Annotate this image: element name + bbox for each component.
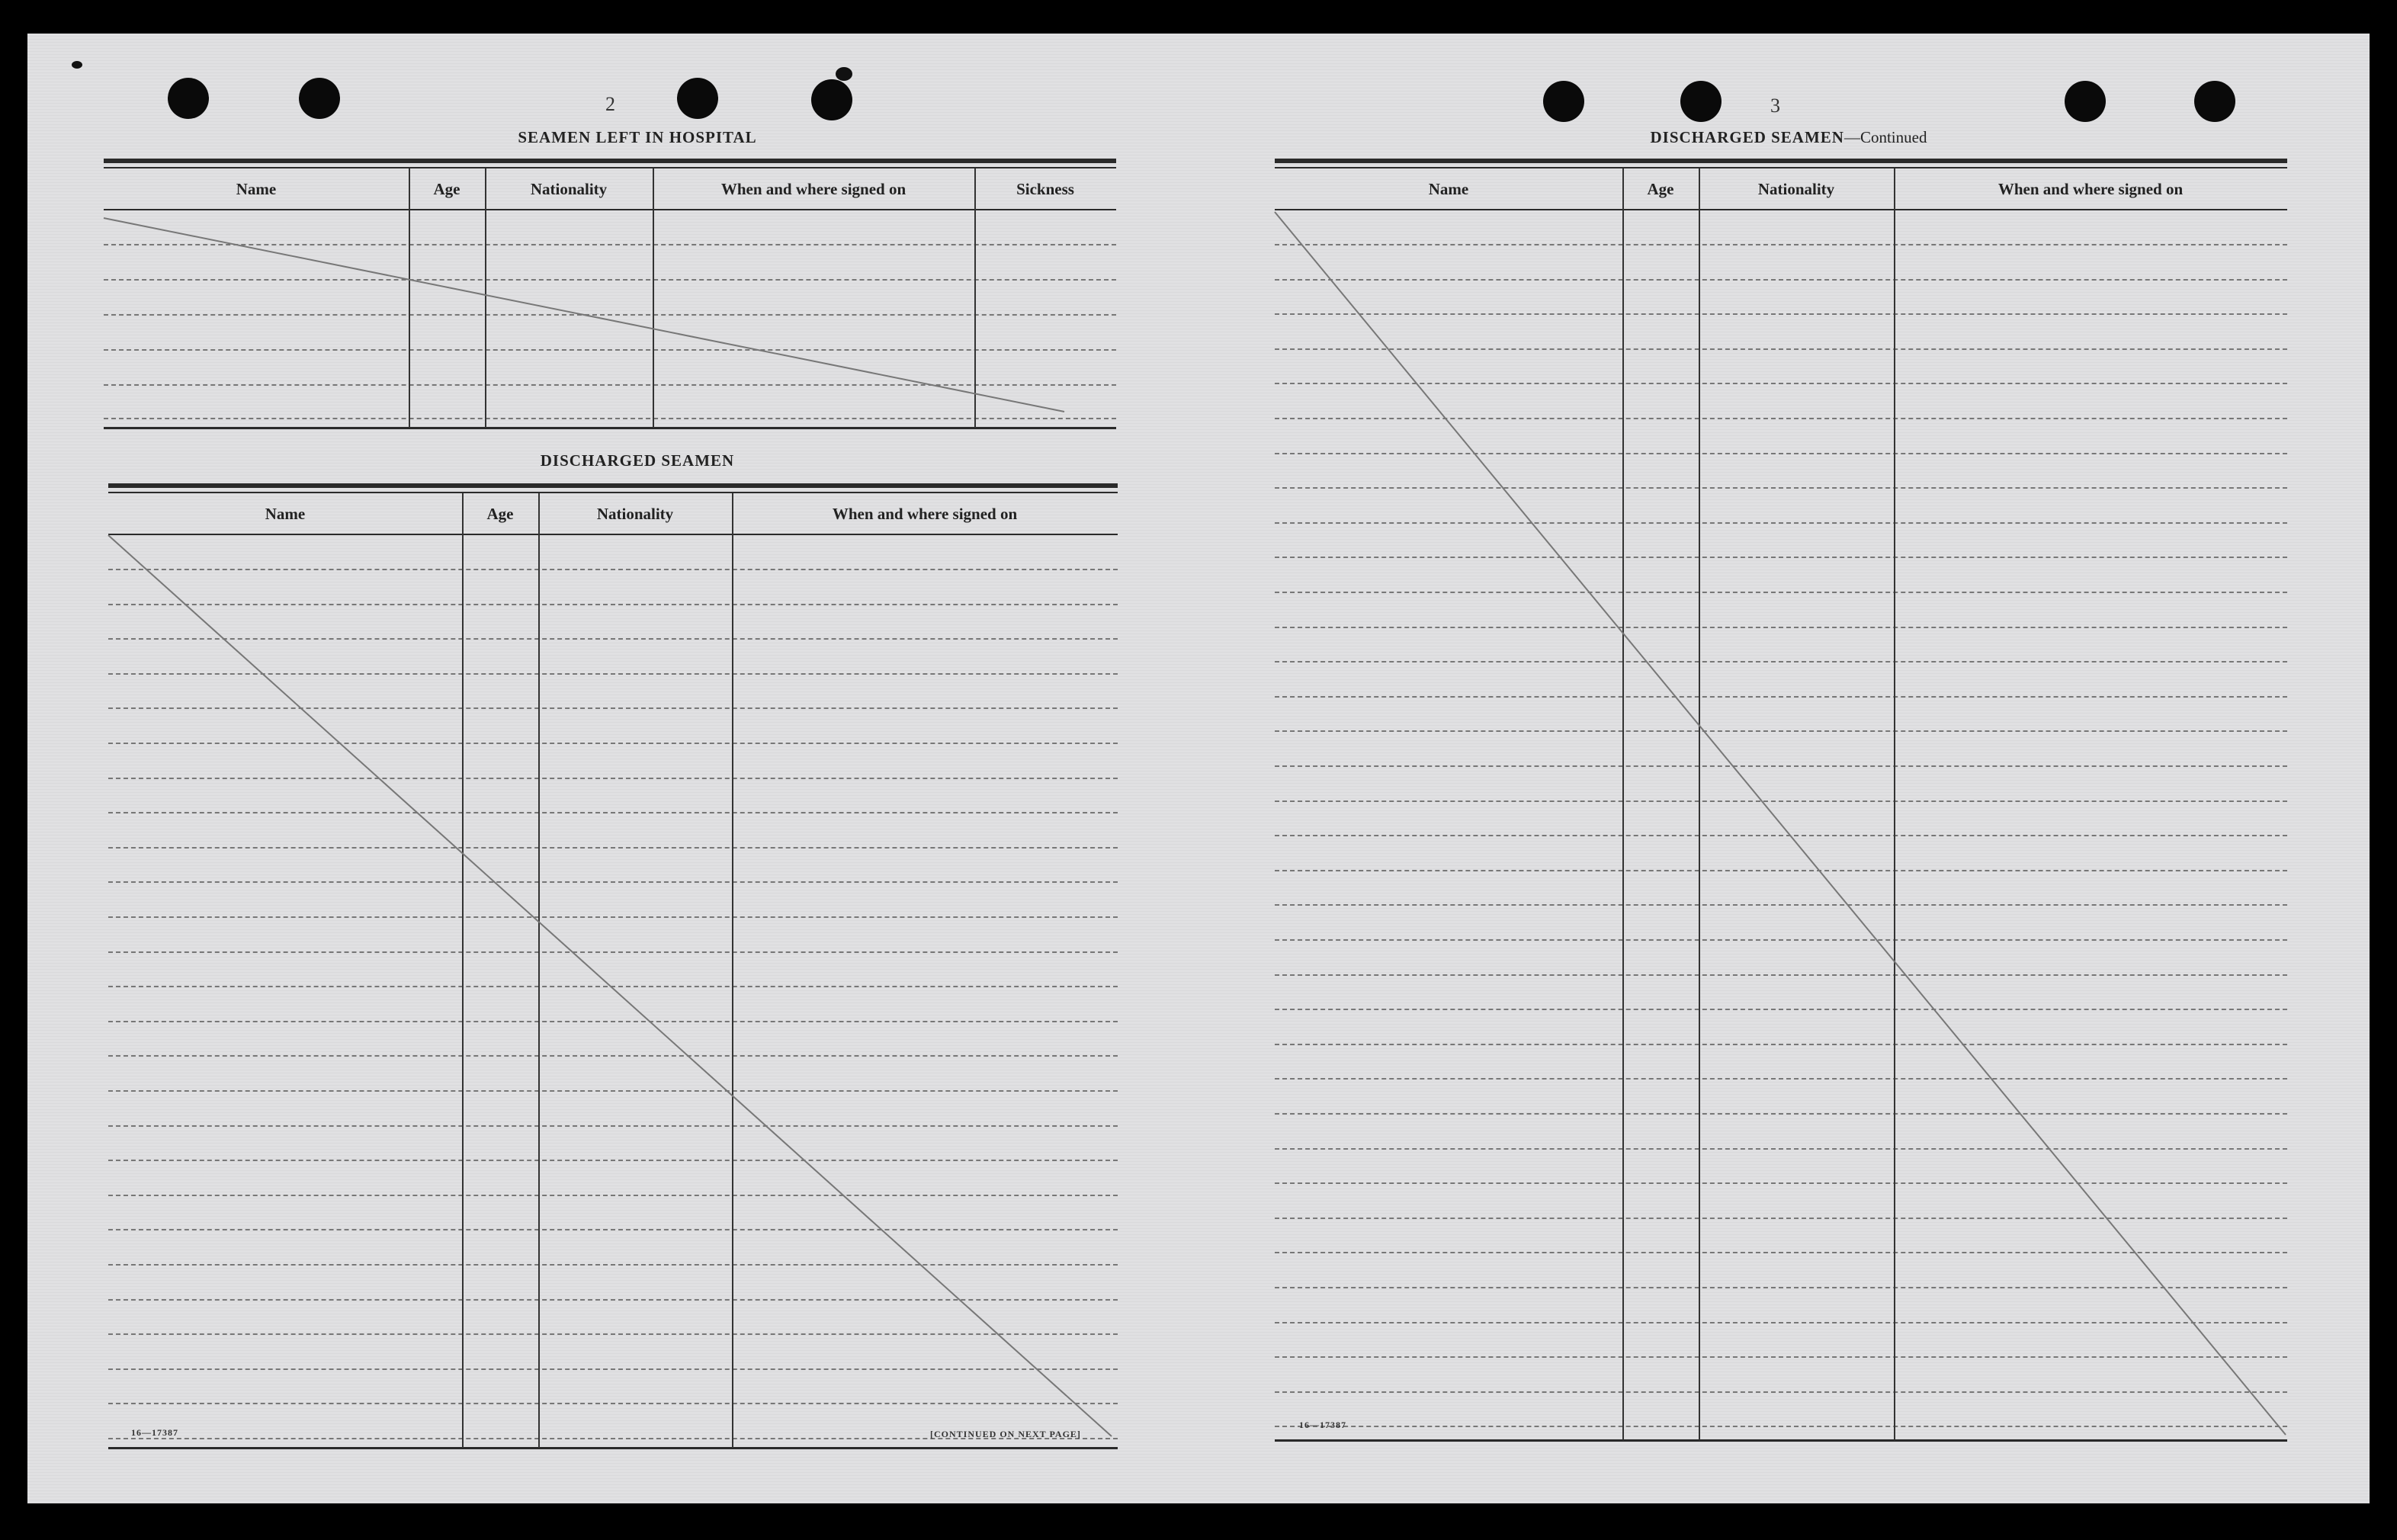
void-diagonal-line: [104, 159, 1116, 433]
punch-hole: [2065, 81, 2106, 122]
column-header-sickness: Sickness: [1016, 180, 1074, 198]
column-header-age: Age: [433, 180, 460, 198]
section-title-text: DISCHARGED SEAMEN: [1650, 128, 1844, 146]
void-diagonal-line: [1275, 159, 2287, 1447]
punch-hole: [811, 79, 852, 120]
hospital-table: [104, 159, 1116, 433]
page-number: 2: [605, 93, 615, 115]
section-title-discharged: DISCHARGED SEAMEN: [540, 451, 735, 470]
discharged-table-right: [1275, 159, 2287, 1447]
column-header-signed-on: When and where signed on: [832, 505, 1018, 523]
column-header-age: Age: [486, 505, 514, 523]
form-number: 16—17387: [1299, 1420, 1346, 1430]
punch-hole: [299, 78, 340, 119]
discharged-table-left: [108, 483, 1118, 1455]
column-header-nationality: Nationality: [530, 180, 608, 198]
section-title-suffix: —Continued: [1843, 128, 1927, 146]
form-number: 16—17387: [131, 1427, 178, 1438]
ink-speck: [72, 61, 82, 69]
column-header-signed-on: When and where signed on: [1998, 180, 2184, 198]
section-title-hospital: SEAMEN LEFT IN HOSPITAL: [518, 128, 757, 146]
crew-list-sheet: [27, 34, 2370, 1503]
continued-note: [CONTINUED ON NEXT PAGE]: [930, 1429, 1081, 1439]
section-title-discharged-continued: [1522, 128, 2055, 147]
column-header-nationality: Nationality: [1757, 180, 1835, 198]
column-header-nationality: Nationality: [596, 505, 674, 523]
ink-speck: [836, 67, 852, 81]
punch-hole: [1680, 81, 1722, 122]
punch-hole: [168, 78, 209, 119]
page-number: 3: [1770, 95, 1780, 117]
column-header-name: Name: [265, 505, 306, 523]
column-header-name: Name: [236, 180, 277, 198]
punch-hole: [2194, 81, 2235, 122]
punch-hole: [677, 78, 718, 119]
column-header-signed-on: When and where signed on: [720, 180, 906, 198]
column-header-age: Age: [1647, 180, 1674, 198]
column-header-name: Name: [1428, 180, 1469, 198]
punch-hole: [1543, 81, 1584, 122]
void-diagonal-line: [108, 483, 1118, 1455]
